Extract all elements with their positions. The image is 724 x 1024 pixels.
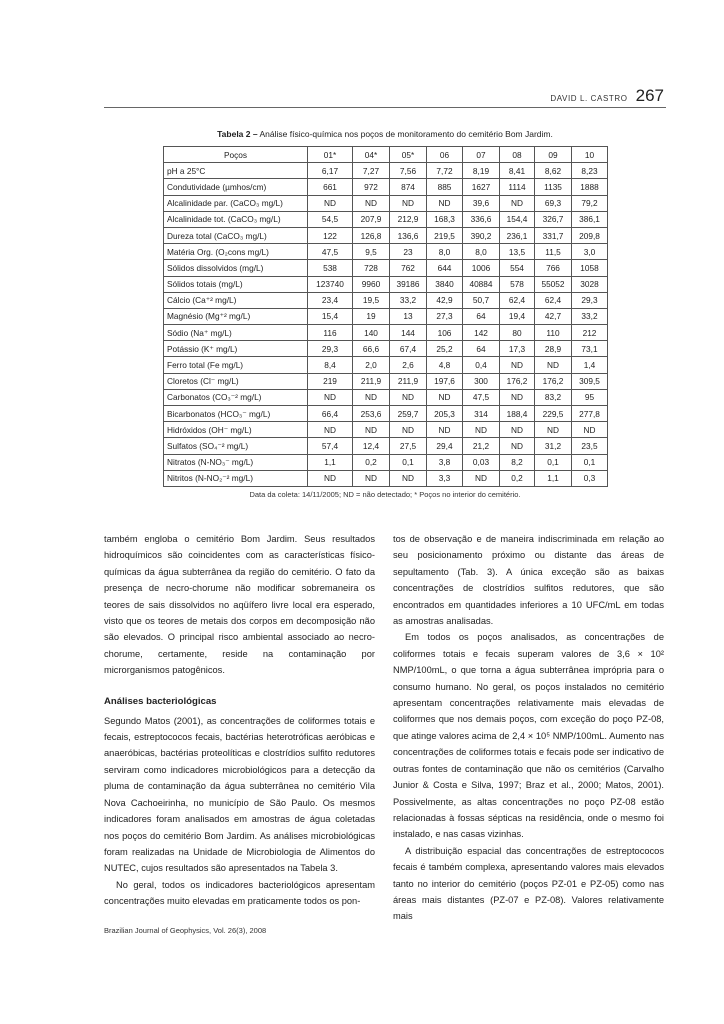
table-row: [164, 454, 608, 470]
value-cell: 11,5: [535, 244, 572, 260]
value-cell: 168,3: [427, 211, 463, 227]
value-cell: 8,62: [535, 163, 572, 179]
value-cell: 300: [463, 373, 500, 389]
value-cell: 23,5: [572, 438, 608, 454]
parameter-cell: Bicarbonatos (HCO₃⁻ mg/L): [164, 406, 308, 422]
value-cell: 314: [463, 406, 500, 422]
value-cell: ND: [572, 422, 608, 438]
value-cell: 644: [427, 260, 463, 276]
parameter-cell: Alcalinidade tot. (CaCO₃ mg/L): [164, 211, 308, 227]
parameter-cell: Sólidos totais (mg/L): [164, 276, 308, 292]
value-cell: 212: [572, 325, 608, 341]
value-cell: ND: [308, 389, 353, 405]
parameter-cell: Carbonatos (CO₃⁻² mg/L): [164, 389, 308, 405]
value-cell: 142: [463, 325, 500, 341]
paragraph: tos de observação e de maneira indiscriminada em relação ao seu posicionamento próximo ou distante das áreas de sepultamento (Tab. 3). A única exceção são as baixas concentrações de clostrídios sulfitos redutores, que são encontrados em quantidades inferiores a 10 UFC/mL em todas as amostras analisadas.: [393, 534, 664, 627]
value-cell: ND: [390, 470, 427, 486]
value-cell: 39186: [390, 276, 427, 292]
value-cell: 1627: [463, 179, 500, 195]
value-cell: 27,3: [427, 308, 463, 324]
value-cell: 885: [427, 179, 463, 195]
value-cell: ND: [500, 357, 535, 373]
value-cell: 762: [390, 260, 427, 276]
value-cell: 1135: [535, 179, 572, 195]
table-header-row: [164, 147, 608, 163]
value-cell: 0,1: [390, 454, 427, 470]
value-cell: 54,5: [308, 211, 353, 227]
journal-footer: Brazilian Journal of Geophysics, Vol. 26(3), 2008: [104, 926, 267, 935]
value-cell: 23,4: [308, 292, 353, 308]
value-cell: 0,2: [500, 470, 535, 486]
table-row: [164, 325, 608, 341]
value-cell: 40884: [463, 276, 500, 292]
parameter-cell: Dureza total (CaCO₃ mg/L): [164, 227, 308, 243]
running-head-author: DAVID L. CASTRO: [550, 94, 628, 103]
value-cell: 3,3: [427, 470, 463, 486]
value-cell: 1,4: [572, 357, 608, 373]
column-header: 09: [535, 147, 572, 163]
table-row: [164, 357, 608, 373]
table-row: [164, 227, 608, 243]
parameter-cell: pH a 25°C: [164, 163, 308, 179]
value-cell: ND: [500, 195, 535, 211]
value-cell: ND: [390, 195, 427, 211]
value-cell: 0,1: [535, 454, 572, 470]
parameter-cell: Cálcio (Ca⁺² mg/L): [164, 292, 308, 308]
table-row: [164, 470, 608, 486]
value-cell: 331,7: [535, 227, 572, 243]
value-cell: 29,4: [427, 438, 463, 454]
table-row: [164, 438, 608, 454]
parameter-cell: Hidróxidos (OH⁻ mg/L): [164, 422, 308, 438]
value-cell: 0,3: [572, 470, 608, 486]
column-header: 08: [500, 147, 535, 163]
value-cell: 8,4: [308, 357, 353, 373]
header-rule: [104, 107, 666, 108]
value-cell: 47,5: [308, 244, 353, 260]
value-cell: 66,4: [308, 406, 353, 422]
value-cell: 538: [308, 260, 353, 276]
value-cell: ND: [427, 389, 463, 405]
value-cell: 21,2: [463, 438, 500, 454]
value-cell: 13: [390, 308, 427, 324]
table-body: [164, 163, 608, 487]
value-cell: 229,5: [535, 406, 572, 422]
value-cell: 1,1: [535, 470, 572, 486]
parameter-cell: Alcalinidade par. (CaCO₃ mg/L): [164, 195, 308, 211]
value-cell: 766: [535, 260, 572, 276]
table-caption: [104, 129, 666, 139]
value-cell: 31,2: [535, 438, 572, 454]
paragraph: A distribuição espacial das concentrações de estreptococos fecais é também complexa, apresentando valores mais elevados tanto no interior do cemitério (poços PZ-01 e PZ-05) como nas áreas mais distantes (PZ-07 e PZ-08). Valores relativamente mais: [393, 845, 664, 922]
parameter-cell: Nitratos (N-NO₃⁻ mg/L): [164, 454, 308, 470]
value-cell: 73,1: [572, 341, 608, 357]
value-cell: 33,2: [390, 292, 427, 308]
value-cell: ND: [353, 195, 390, 211]
value-cell: 326,7: [535, 211, 572, 227]
value-cell: 64: [463, 341, 500, 357]
table-row: [164, 244, 608, 260]
value-cell: 554: [500, 260, 535, 276]
table-row: [164, 260, 608, 276]
value-cell: ND: [463, 470, 500, 486]
parameter-cell: Cloretos (Cl⁻ mg/L): [164, 373, 308, 389]
column-header: 05*: [390, 147, 427, 163]
value-cell: 197,6: [427, 373, 463, 389]
value-cell: 4,8: [427, 357, 463, 373]
value-cell: 3,0: [572, 244, 608, 260]
column-header: 10: [572, 147, 608, 163]
value-cell: 13,5: [500, 244, 535, 260]
table-label: Tabela 2 –: [217, 129, 258, 139]
value-cell: 0,2: [353, 454, 390, 470]
page-number: 267: [635, 86, 664, 105]
value-cell: 9,5: [353, 244, 390, 260]
table-row: [164, 422, 608, 438]
value-cell: 8,41: [500, 163, 535, 179]
value-cell: 55052: [535, 276, 572, 292]
value-cell: ND: [353, 422, 390, 438]
parameter-cell: Sólidos dissolvidos (mg/L): [164, 260, 308, 276]
value-cell: 8,2: [500, 454, 535, 470]
value-cell: ND: [535, 422, 572, 438]
value-cell: 1,1: [308, 454, 353, 470]
table-row: [164, 179, 608, 195]
value-cell: ND: [353, 470, 390, 486]
value-cell: 176,2: [500, 373, 535, 389]
value-cell: 728: [353, 260, 390, 276]
value-cell: 8,0: [463, 244, 500, 260]
value-cell: 23: [390, 244, 427, 260]
value-cell: 211,9: [390, 373, 427, 389]
section-heading: Análises bacteriológicas: [104, 695, 217, 707]
value-cell: 8,23: [572, 163, 608, 179]
value-cell: 8,0: [427, 244, 463, 260]
parameter-cell: Nitritos (N-NO₂⁻² mg/L): [164, 470, 308, 486]
value-cell: 27,5: [390, 438, 427, 454]
value-cell: 62,4: [535, 292, 572, 308]
value-cell: 661: [308, 179, 353, 195]
value-cell: ND: [390, 422, 427, 438]
value-cell: 110: [535, 325, 572, 341]
value-cell: 578: [500, 276, 535, 292]
value-cell: 39,6: [463, 195, 500, 211]
value-cell: 1058: [572, 260, 608, 276]
value-cell: 67,4: [390, 341, 427, 357]
table-row: [164, 406, 608, 422]
table-row: [164, 292, 608, 308]
value-cell: ND: [427, 422, 463, 438]
value-cell: 7,56: [390, 163, 427, 179]
value-cell: 80: [500, 325, 535, 341]
value-cell: ND: [308, 422, 353, 438]
value-cell: 136,6: [390, 227, 427, 243]
value-cell: 176,2: [535, 373, 572, 389]
value-cell: ND: [427, 195, 463, 211]
value-cell: 62,4: [500, 292, 535, 308]
value-cell: ND: [500, 438, 535, 454]
value-cell: 2,0: [353, 357, 390, 373]
value-cell: 1888: [572, 179, 608, 195]
value-cell: 253,6: [353, 406, 390, 422]
value-cell: 7,72: [427, 163, 463, 179]
text-column-right: [393, 531, 664, 925]
value-cell: 8,19: [463, 163, 500, 179]
value-cell: 144: [390, 325, 427, 341]
table-row: [164, 341, 608, 357]
value-cell: 207,9: [353, 211, 390, 227]
paragraph: também engloba o cemitério Bom Jardim. Seus resultados hidroquímicos são coincidentes com as características físico-químicas da água subterrânea da região do cemitério. O fato da presença de necro-chorume não modificar sobremaneira os teores de sais dissolvidos no aqüífero livre local era esperado, visto que os teores de metais dos corpos em decomposição não são elevados. O principal risco ambiental associado ao necro-chorume, certamente, reside na contaminação por microrganismos patogênicos.: [104, 534, 375, 676]
value-cell: 25,2: [427, 341, 463, 357]
column-header: 01*: [308, 147, 353, 163]
column-header: 07: [463, 147, 500, 163]
value-cell: 3840: [427, 276, 463, 292]
value-cell: 69,3: [535, 195, 572, 211]
value-cell: 29,3: [572, 292, 608, 308]
value-cell: 1006: [463, 260, 500, 276]
value-cell: 57,4: [308, 438, 353, 454]
value-cell: 212,9: [390, 211, 427, 227]
column-header: Poços: [164, 147, 308, 163]
value-cell: 205,3: [427, 406, 463, 422]
table-row: [164, 373, 608, 389]
value-cell: 64: [463, 308, 500, 324]
value-cell: 0,03: [463, 454, 500, 470]
table-row: [164, 276, 608, 292]
table-title: Análise físico-química nos poços de monitoramento do cemitério Bom Jardim.: [257, 129, 553, 139]
value-cell: ND: [500, 422, 535, 438]
value-cell: 9960: [353, 276, 390, 292]
value-cell: 154,4: [500, 211, 535, 227]
value-cell: 7,27: [353, 163, 390, 179]
paragraph: No geral, todos os indicadores bacteriológicos apresentam concentrações muito elevadas em praticamente todos os pon-: [104, 879, 375, 907]
table-row: [164, 163, 608, 179]
parameter-cell: Sulfatos (SO₄⁻² mg/L): [164, 438, 308, 454]
value-cell: ND: [353, 389, 390, 405]
value-cell: 336,6: [463, 211, 500, 227]
value-cell: 17,3: [500, 341, 535, 357]
table-note: Data da coleta: 14/11/2005; ND = não detectado; * Poços no interior do cemitério.: [249, 490, 521, 499]
value-cell: 2,6: [390, 357, 427, 373]
value-cell: 0,4: [463, 357, 500, 373]
value-cell: 29,3: [308, 341, 353, 357]
value-cell: 188,4: [500, 406, 535, 422]
value-cell: 106: [427, 325, 463, 341]
value-cell: 122: [308, 227, 353, 243]
value-cell: 15,4: [308, 308, 353, 324]
table-row: [164, 389, 608, 405]
value-cell: 309,5: [572, 373, 608, 389]
value-cell: 19: [353, 308, 390, 324]
value-cell: 19,4: [500, 308, 535, 324]
paragraph: Em todos os poços analisados, as concentrações de coliformes totais e fecais superam valores de 3,6 × 10² NMP/100mL, o que torna a água subterrânea imprópria para o consumo humano. No geral, os poços instalados no cemitério apresentam concentrações relativamente mais elevadas de coliformes que nos demais poços, com exceção do poço PZ-08, que atinge valores acima de 2,4 × 10⁵ NMP/100mL. Aumento nas concentrações de coliformes totais e fecais pode ser indicativo de outras fontes de contaminação que não os cemitérios (Carvalho Junior & Costa e Silva, 1997; Braz et al., 2000; Matos, 2001). Possivelmente, as altas concentrações no poço PZ-08 estão relacionadas à fossas sépticas na residência, onde o mesmo foi instalado, e nas casas vizinhas.: [393, 632, 664, 840]
parameter-cell: Ferro total (Fe mg/L): [164, 357, 308, 373]
value-cell: 19,5: [353, 292, 390, 308]
value-cell: ND: [390, 389, 427, 405]
table-row: [164, 211, 608, 227]
value-cell: 79,2: [572, 195, 608, 211]
parameter-cell: Sódio (Na⁺ mg/L): [164, 325, 308, 341]
value-cell: 390,2: [463, 227, 500, 243]
value-cell: 236,1: [500, 227, 535, 243]
value-cell: 42,7: [535, 308, 572, 324]
value-cell: ND: [463, 422, 500, 438]
value-cell: 47,5: [463, 389, 500, 405]
value-cell: 6,17: [308, 163, 353, 179]
table-row: [164, 308, 608, 324]
value-cell: 95: [572, 389, 608, 405]
value-cell: 386,1: [572, 211, 608, 227]
parameter-cell: Potássio (K⁺ mg/L): [164, 341, 308, 357]
value-cell: ND: [535, 357, 572, 373]
value-cell: 50,7: [463, 292, 500, 308]
value-cell: 28,9: [535, 341, 572, 357]
value-cell: ND: [308, 195, 353, 211]
value-cell: 972: [353, 179, 390, 195]
running-head: [550, 86, 664, 106]
value-cell: 1114: [500, 179, 535, 195]
value-cell: 874: [390, 179, 427, 195]
value-cell: 219: [308, 373, 353, 389]
table-row: [164, 195, 608, 211]
analysis-table: [163, 146, 608, 487]
value-cell: 126,8: [353, 227, 390, 243]
value-cell: 209,8: [572, 227, 608, 243]
column-header: 04*: [353, 147, 390, 163]
value-cell: ND: [308, 470, 353, 486]
value-cell: 116: [308, 325, 353, 341]
paragraph: Segundo Matos (2001), as concentrações de coliformes totais e fecais, estreptococos fecais, bactérias heterotróficas aeróbicas e anaeróbicas, bactérias proteolíticas e clostrídios sulfito redutores serviram como indicadores microbiológicos para a detecção da pluma de contaminação da água subterrânea no cemitério Vila Nova Cachoeirinha, no município de São Paulo. Os mesmos indicadores foram analisados em amostras de água coletadas nos poços do cemitério Bom Jardim. As análises microbiológicas foram realizadas na Unidade de Microbiologia de Alimentos do NUTEC, cujos resultados são apresentados na Tabela 3.: [104, 715, 375, 874]
value-cell: 33,2: [572, 308, 608, 324]
value-cell: 3,8: [427, 454, 463, 470]
value-cell: 83,2: [535, 389, 572, 405]
value-cell: 12,4: [353, 438, 390, 454]
value-cell: 219,5: [427, 227, 463, 243]
value-cell: 0,1: [572, 454, 608, 470]
text-column-left: [104, 531, 375, 910]
value-cell: 3028: [572, 276, 608, 292]
value-cell: 277,8: [572, 406, 608, 422]
parameter-cell: Matéria Org. (O₂cons mg/L): [164, 244, 308, 260]
value-cell: 42,9: [427, 292, 463, 308]
column-header: 06: [427, 147, 463, 163]
value-cell: 140: [353, 325, 390, 341]
parameter-cell: Condutividade (µmhos/cm): [164, 179, 308, 195]
value-cell: 66,6: [353, 341, 390, 357]
value-cell: 211,9: [353, 373, 390, 389]
value-cell: 123740: [308, 276, 353, 292]
parameter-cell: Magnésio (Mg⁺² mg/L): [164, 308, 308, 324]
value-cell: ND: [500, 389, 535, 405]
value-cell: 259,7: [390, 406, 427, 422]
